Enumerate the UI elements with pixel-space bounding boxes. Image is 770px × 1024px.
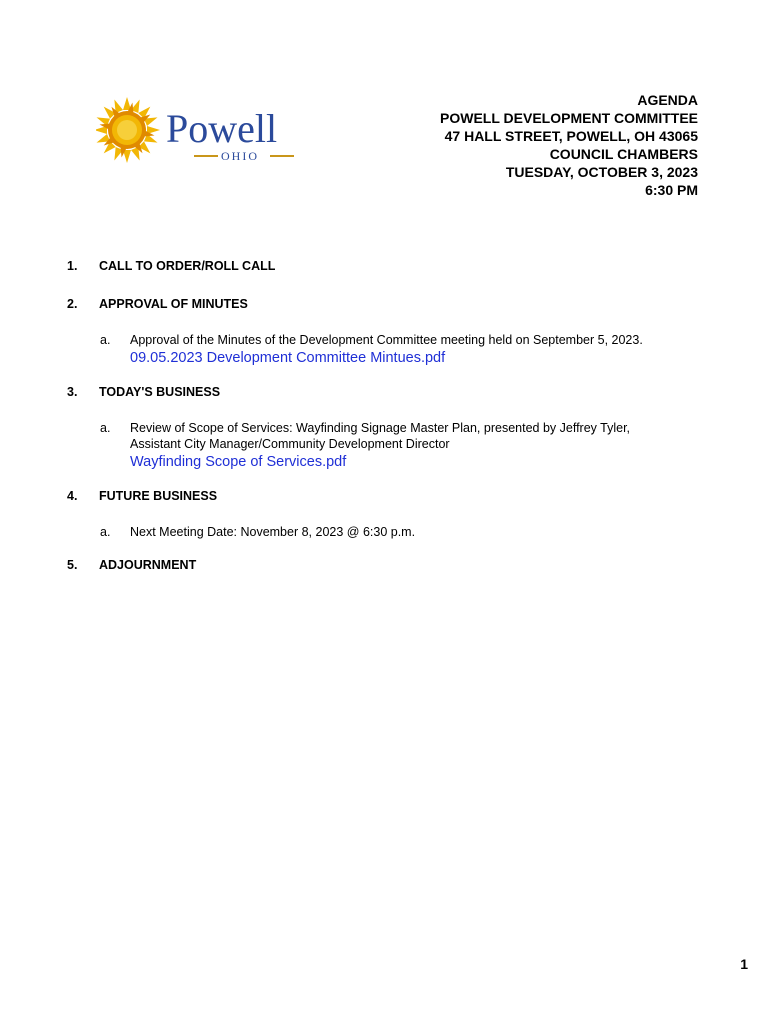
header-date: TUESDAY, OCTOBER 3, 2023: [505, 164, 698, 180]
item-title: FUTURE BUSINESS: [99, 489, 218, 503]
sunflower-icon: [96, 96, 328, 166]
header-title: AGENDA: [637, 92, 698, 108]
item-title: TODAY'S BUSINESS: [99, 385, 221, 399]
subitem-text: Approval of the Minutes of the Development Committee meeting held on September 5, 2023.: [130, 333, 643, 347]
item-title: CALL TO ORDER/ROLL CALL: [99, 259, 276, 273]
header-committee: POWELL DEVELOPMENT COMMITTEE: [440, 110, 698, 126]
subitem-letter: a.: [100, 525, 111, 539]
subitem-text: Next Meeting Date: November 8, 2023 @ 6:30 p.m.: [130, 525, 416, 539]
header-time: 6:30 PM: [645, 182, 698, 198]
item-title: ADJOURNMENT: [99, 558, 197, 572]
subitem-text: Review of Scope of Services: Wayfinding Signage Master Plan, presented by Jeffrey Tyler,: [130, 421, 631, 435]
item-title: APPROVAL OF MINUTES: [99, 297, 248, 311]
header-address: 47 HALL STREET, POWELL, OH 43065: [444, 128, 698, 144]
minutes-pdf-link[interactable]: 09.05.2023 Development Committee Mintues.pdf: [130, 350, 446, 366]
item-number: 2.: [67, 297, 78, 311]
subitem-letter: a.: [100, 421, 111, 435]
item-number: 3.: [67, 385, 78, 399]
item-number: 4.: [67, 489, 78, 503]
wayfinding-pdf-link[interactable]: Wayfinding Scope of Services.pdf: [130, 454, 347, 470]
header-location: COUNCIL CHAMBERS: [549, 146, 698, 162]
item-number: 5.: [67, 558, 78, 572]
subitem-text-continued: Assistant City Manager/Community Development Director: [130, 437, 450, 451]
logo-subname: OHIO: [221, 149, 259, 163]
subitem-letter: a.: [100, 333, 111, 347]
agenda-header: [440, 91, 698, 199]
page-number: 1: [740, 956, 748, 972]
powell-logo: [96, 96, 328, 166]
logo-wordmark: Powell: [166, 106, 278, 151]
item-number: 1.: [67, 259, 78, 273]
